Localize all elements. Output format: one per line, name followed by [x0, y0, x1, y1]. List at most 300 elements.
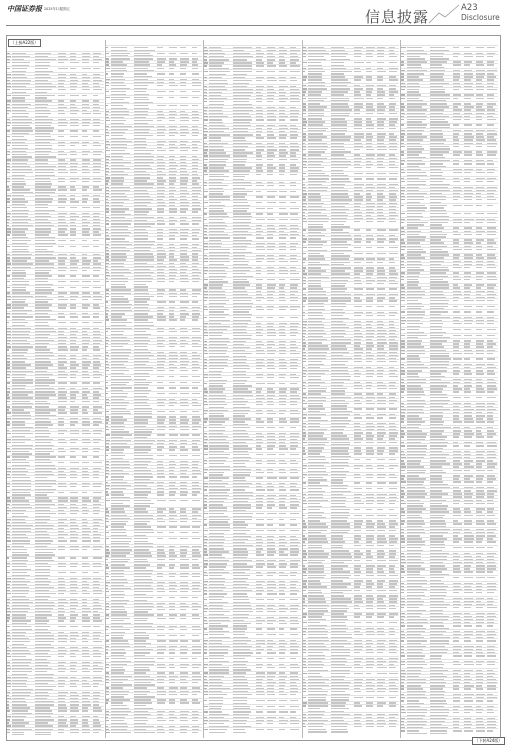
table-cell: [111, 211, 125, 212]
table-cell: [192, 91, 200, 92]
table-cell: [256, 80, 262, 81]
table-cell: [134, 331, 146, 332]
table-cell: [267, 454, 276, 455]
table-row: [106, 554, 203, 555]
table-cell: [209, 723, 224, 724]
table-cell: [267, 463, 276, 464]
table-row: [106, 169, 203, 170]
table-cell: [267, 237, 273, 238]
table-row: [303, 135, 400, 136]
table-cell: [35, 566, 51, 567]
table-cell: [58, 316, 65, 317]
table-cell: [192, 68, 198, 69]
table-cell: [180, 405, 189, 406]
table-cell: [70, 486, 76, 487]
table-row: [7, 585, 104, 586]
table-cell: [35, 671, 47, 672]
table-cell: [209, 159, 228, 160]
table-row: [7, 291, 104, 292]
table-cell: [204, 729, 208, 730]
table-cell: [82, 572, 89, 573]
table-row: [106, 179, 203, 180]
table-cell: [82, 540, 91, 541]
table-row: [303, 69, 400, 70]
table-cell: [180, 135, 186, 136]
table-row: [204, 117, 301, 118]
table-row: [303, 176, 400, 177]
table-row: [106, 255, 203, 256]
table-cell: [134, 620, 147, 621]
table-row: [7, 223, 104, 224]
table-row: [106, 329, 203, 330]
table-cell: [157, 667, 166, 668]
table-row: [106, 480, 203, 481]
table-cell: [93, 486, 101, 487]
table-cell: [82, 477, 90, 478]
table-row: [204, 534, 301, 535]
table-row: [7, 709, 104, 710]
table-row: [7, 419, 104, 420]
table-cell: [134, 405, 150, 406]
table-row: [204, 144, 301, 145]
table-cell: [111, 387, 132, 388]
table-cell: [12, 287, 26, 288]
table-cell: [106, 91, 109, 92]
table-cell: [111, 618, 130, 619]
table-cell: [12, 207, 27, 208]
table-cell: [290, 353, 299, 354]
table-cell: [267, 185, 273, 186]
table-cell: [134, 658, 154, 659]
table-row: [204, 172, 301, 173]
table-cell: [192, 238, 199, 239]
table-row: [204, 641, 301, 642]
table-cell: [267, 383, 274, 384]
table-cell: [290, 279, 299, 280]
table-cell: [233, 421, 245, 422]
table-cell: [134, 53, 150, 54]
table-cell: [111, 521, 129, 522]
table-cell: [157, 238, 163, 239]
table-cell: [180, 387, 189, 388]
table-cell: [7, 462, 11, 463]
table-cell: [12, 486, 31, 487]
table-cell: [209, 427, 224, 428]
table-row: [7, 526, 104, 527]
table-cell: [7, 442, 11, 443]
table-cell: [377, 178, 386, 179]
table-cell: [93, 572, 99, 573]
table-row: [204, 393, 301, 394]
table-cell: [192, 609, 199, 610]
table-cell: [209, 706, 222, 707]
table-cell: [290, 196, 299, 197]
table-cell: [7, 322, 9, 323]
table-cell: [256, 421, 264, 422]
table-cell: [267, 377, 274, 378]
table-cell: [192, 281, 199, 282]
table-row: [106, 650, 203, 651]
table-row: [106, 112, 203, 113]
table-cell: [192, 732, 199, 733]
table-row: [7, 730, 104, 731]
table-cell: [111, 538, 132, 539]
table-row: [7, 93, 104, 94]
table-row: [7, 561, 104, 562]
table-cell: [180, 732, 186, 733]
table-cell: [12, 540, 30, 541]
table-cell: [267, 71, 274, 72]
table-cell: [233, 213, 252, 214]
table-row: [303, 66, 400, 67]
table-row: [7, 297, 104, 298]
table-cell: [35, 130, 53, 131]
table-cell: [157, 150, 166, 151]
table-cell: [12, 451, 29, 452]
table-cell: [192, 150, 198, 151]
table-cell: [180, 346, 185, 347]
table-cell: [82, 172, 91, 173]
table-row: [7, 353, 104, 354]
table-cell: [111, 732, 131, 733]
table-cell: [106, 85, 110, 86]
table-cell: [58, 189, 67, 190]
table-cell: [180, 521, 187, 522]
table-cell: [389, 71, 398, 72]
table-cell: [7, 513, 9, 514]
table-cell: [180, 635, 185, 636]
table-row: [7, 437, 104, 438]
table-cell: [233, 652, 253, 653]
table-row: [7, 624, 104, 625]
table-row: [106, 118, 203, 119]
table-cell: [169, 105, 177, 106]
table-cell: [169, 91, 174, 92]
table-cell: [70, 270, 77, 271]
table-cell: [354, 173, 363, 174]
table-cell: [35, 201, 52, 202]
table-cell: [7, 307, 11, 308]
table-cell: [70, 145, 75, 146]
table-cell: [70, 656, 76, 657]
table-cell: [279, 208, 287, 209]
table-cell: [233, 530, 250, 531]
table-cell: [58, 89, 65, 90]
table-cell: [157, 105, 166, 106]
table-cell: [267, 658, 274, 659]
table-row: [303, 265, 400, 266]
table-cell: [209, 463, 224, 464]
table-cell: [134, 429, 154, 430]
table-row: [7, 356, 104, 357]
table-cell: [267, 611, 276, 612]
table-cell: [82, 686, 91, 687]
table-cell: [233, 353, 253, 354]
table-row: [7, 314, 104, 315]
table-cell: [209, 700, 223, 701]
table-cell: [58, 95, 64, 96]
table-cell: [7, 549, 11, 550]
table-row: [106, 172, 203, 173]
table-row: [7, 588, 104, 589]
table-cell: [35, 492, 54, 493]
table-cell: [7, 593, 11, 594]
table-row: [106, 409, 203, 410]
table-cell: [204, 273, 207, 274]
table-cell: [169, 532, 174, 533]
table-cell: [233, 723, 247, 724]
table-cell: [106, 319, 109, 320]
table-cell: [157, 47, 163, 48]
table-cell: [290, 513, 298, 514]
table-row: [204, 304, 301, 305]
table-cell: [267, 706, 275, 707]
table-cell: [290, 377, 299, 378]
table-row: [7, 675, 104, 676]
table-row: [106, 251, 203, 252]
table-row: [106, 124, 203, 125]
table-cell: [7, 172, 10, 173]
table-cell: [204, 658, 208, 659]
table-cell: [204, 472, 207, 473]
table-cell: [389, 229, 398, 230]
table-row: [204, 396, 301, 397]
table-cell: [70, 377, 76, 378]
table-row: [7, 639, 104, 640]
table-cell: [157, 694, 166, 695]
table-cell: [111, 682, 123, 683]
table-cell: [290, 237, 296, 238]
table-row: [7, 612, 104, 613]
table-cell: [256, 554, 264, 555]
table-cell: [35, 307, 48, 308]
table-cell: [134, 500, 151, 501]
table-cell: [157, 85, 163, 86]
table-cell: [70, 641, 76, 642]
table-cell: [366, 128, 374, 129]
table-row: [106, 462, 203, 463]
table-cell: [290, 317, 298, 318]
table-cell: [377, 167, 385, 168]
table-cell: [204, 196, 207, 197]
table-cell: [389, 173, 398, 174]
table-cell: [12, 275, 26, 276]
table-row: [204, 129, 301, 130]
table-cell: [192, 223, 199, 224]
table-cell: [377, 71, 386, 72]
table-cell: [7, 686, 11, 687]
table-cell: [204, 317, 207, 318]
table-cell: [303, 149, 307, 150]
table-cell: [7, 540, 11, 541]
table-cell: [204, 463, 207, 464]
table-row: [204, 271, 301, 272]
table-row: [204, 467, 301, 468]
table-cell: [157, 331, 164, 332]
table-cell: [106, 652, 109, 653]
table-cell: [106, 150, 110, 151]
table-row: [106, 624, 203, 625]
table-cell: [134, 541, 148, 542]
table-cell: [233, 658, 245, 659]
table-cell: [389, 113, 398, 114]
table-cell: [204, 611, 206, 612]
table-cell: [256, 159, 262, 160]
table-cell: [377, 173, 385, 174]
table-cell: [157, 429, 165, 430]
table-row: [204, 327, 301, 328]
table-cell: [192, 211, 199, 212]
table-row: [303, 75, 400, 76]
table-cell: [204, 427, 207, 428]
table-cell: [134, 476, 153, 477]
table-cell: [256, 634, 263, 635]
table-cell: [82, 154, 88, 155]
table-cell: [209, 202, 221, 203]
table-row: [106, 692, 203, 693]
table-cell: [7, 412, 11, 413]
table-cell: [82, 125, 89, 126]
table-cell: [256, 723, 263, 724]
table-row: [303, 182, 400, 183]
table-row: [303, 272, 400, 273]
table-cell: [279, 700, 287, 701]
table-cell: [82, 95, 88, 96]
table-cell: [157, 658, 164, 659]
table-cell: [209, 477, 228, 478]
table-cell: [93, 154, 101, 155]
table-cell: [134, 455, 153, 456]
table-row: [303, 281, 400, 282]
table-row: [204, 180, 301, 181]
table-row: [106, 483, 203, 484]
table-row: [7, 129, 104, 130]
table-row: [7, 211, 104, 212]
table-cell: [290, 404, 297, 405]
table-cell: [82, 136, 88, 137]
table-cell: [82, 710, 89, 711]
table-cell: [279, 694, 287, 695]
table-cell: [93, 189, 102, 190]
table-cell: [7, 671, 10, 672]
table-cell: [70, 492, 78, 493]
table-cell: [256, 611, 263, 612]
table-cell: [209, 335, 222, 336]
table-cell: [279, 667, 286, 668]
table-cell: [192, 346, 201, 347]
table-cell: [111, 449, 124, 450]
table-cell: [157, 591, 165, 592]
table-cell: [7, 207, 10, 208]
table-cell: [134, 223, 155, 224]
table-cell: [70, 136, 78, 137]
table-cell: [58, 234, 67, 235]
table-cell: [58, 349, 67, 350]
table-cell: [267, 208, 273, 209]
table-row: [204, 154, 301, 155]
table-cell: [366, 167, 372, 168]
table-cell: [290, 383, 297, 384]
table-cell: [58, 626, 65, 627]
table-cell: [204, 404, 208, 405]
table-cell: [35, 95, 55, 96]
table-row: [204, 147, 301, 148]
table-cell: [354, 62, 363, 63]
table-row: [204, 499, 301, 500]
table-cell: [354, 167, 362, 168]
table-cell: [70, 513, 77, 514]
table-cell: [290, 159, 298, 160]
table-cell: [70, 189, 76, 190]
table-cell: [290, 300, 298, 301]
table-cell: [192, 559, 199, 560]
table-cell: [106, 370, 109, 371]
table-cell: [308, 56, 324, 57]
table-cell: [111, 99, 125, 100]
table-cell: [290, 524, 297, 525]
table-cell: [169, 301, 175, 302]
table-cell: [58, 566, 65, 567]
table-cell: [389, 221, 397, 222]
table-cell: [204, 634, 208, 635]
table-cell: [209, 80, 227, 81]
table-cell: [70, 89, 76, 90]
table-cell: [12, 442, 25, 443]
table-row: [204, 360, 301, 361]
table-row: [204, 223, 301, 224]
table-cell: [290, 723, 298, 724]
table-cell: [169, 576, 175, 577]
table-row: [303, 60, 400, 61]
table-cell: [169, 732, 175, 733]
table-row: [204, 126, 301, 127]
table-row: [204, 511, 301, 512]
table-cell: [106, 494, 110, 495]
table-cell: [82, 130, 88, 131]
table-cell: [111, 609, 126, 610]
table-row: [106, 83, 203, 84]
table-cell: [7, 557, 9, 558]
table-cell: [279, 261, 288, 262]
table-cell: [209, 623, 221, 624]
table-cell: [290, 628, 297, 629]
table-row: [7, 597, 104, 598]
table-cell: [354, 247, 360, 248]
table-cell: [35, 710, 51, 711]
table-row: [106, 544, 203, 545]
table-cell: [12, 349, 28, 350]
table-cell: [192, 301, 198, 302]
table-cell: [209, 65, 222, 66]
table-cell: [233, 196, 246, 197]
table-cell: [267, 530, 276, 531]
table-row: [106, 656, 203, 657]
table-row: [7, 393, 104, 394]
table-row: [106, 279, 203, 280]
table-cell: [233, 159, 248, 160]
table-row: [204, 75, 301, 76]
table-row: [204, 609, 301, 610]
table-row: [106, 385, 203, 386]
table-cell: [290, 261, 297, 262]
table-row: [7, 81, 104, 82]
table-cell: [134, 635, 149, 636]
table-row: [7, 484, 104, 485]
table-cell: [366, 113, 373, 114]
table-cell: [366, 241, 371, 242]
table-row: [303, 105, 400, 106]
table-cell: [106, 238, 110, 239]
